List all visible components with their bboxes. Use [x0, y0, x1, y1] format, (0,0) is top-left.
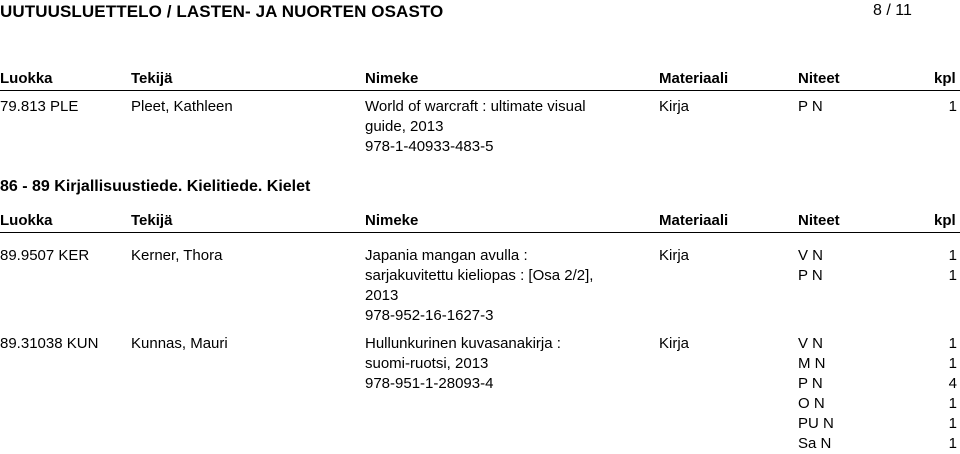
- entry-nimeke: Japania mangan avulla : sarjakuvitettu kieliopas : [Osa 2/2], 2013 978-952-16-1627-3: [365, 247, 594, 324]
- entry-nimeke: World of warcraft : ultimate visual guide, 2013 978-1-40933-483-5: [365, 98, 586, 155]
- col-nimeke-header: Nimeke: [365, 212, 419, 229]
- entry-kpl: 1: [948, 98, 957, 115]
- entry-tekija: Pleet, Kathleen: [131, 98, 233, 115]
- col-luokka-header: Luokka: [0, 70, 53, 87]
- entry-tekija: Kerner, Thora: [131, 247, 223, 264]
- entry-niteet: V N M N P N O N PU N Sa N: [798, 335, 834, 452]
- column-header-row: [0, 212, 960, 233]
- col-kpl-header: kpl: [934, 70, 956, 87]
- page-number: 8 / 11: [873, 2, 912, 19]
- entry-kpl: 1 1 4 1 1 1: [948, 335, 957, 452]
- column-header-row: [0, 70, 960, 91]
- col-nimeke-header: Nimeke: [365, 70, 419, 87]
- col-niteet-header: Niteet: [798, 70, 840, 87]
- entry-materiaali: Kirja: [659, 247, 690, 264]
- entry-niteet: P N: [798, 98, 823, 115]
- col-tekija-header: Tekijä: [131, 70, 173, 87]
- entry-luokka: 89.9507 KER: [0, 247, 90, 264]
- col-materiaali-header: Materiaali: [659, 70, 729, 87]
- entry-tekija: Kunnas, Mauri: [131, 335, 228, 352]
- entry-niteet: V N P N: [798, 247, 824, 284]
- col-luokka-header: Luokka: [0, 212, 53, 229]
- col-materiaali-header: Materiaali: [659, 212, 729, 229]
- col-niteet-header: Niteet: [798, 212, 840, 229]
- entry-kpl: 1 1: [948, 247, 957, 284]
- entry-materiaali: Kirja: [659, 335, 690, 352]
- entry-nimeke: Hullunkurinen kuvasanakirja : suomi-ruotsi, 2013 978-951-1-28093-4: [365, 335, 561, 392]
- entry-luokka: 79.813 PLE: [0, 98, 79, 115]
- entry-materiaali: Kirja: [659, 98, 690, 115]
- col-kpl-header: kpl: [934, 212, 956, 229]
- page-title: UUTUUSLUETTELO / LASTEN- JA NUORTEN OSASTO: [0, 2, 444, 21]
- entry-luokka: 89.31038 KUN: [0, 335, 99, 352]
- section-title: 86 - 89 Kirjallisuustiede. Kielitiede. Kielet: [0, 178, 311, 195]
- col-tekija-header: Tekijä: [131, 212, 173, 229]
